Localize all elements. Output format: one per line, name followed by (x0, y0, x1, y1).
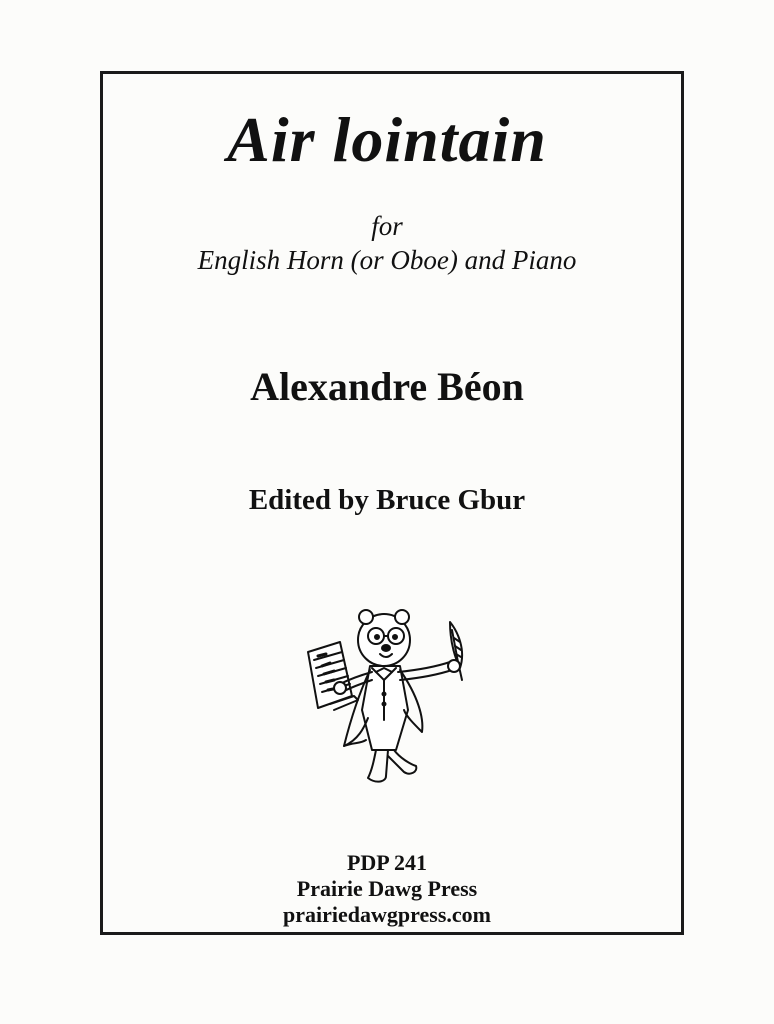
editor-credit: Edited by Bruce Gbur (248, 484, 526, 516)
bear-conductor-icon (300, 600, 480, 790)
sheet-music-icon (308, 642, 358, 710)
publisher-name: Prairie Dawg Press (296, 876, 478, 901)
piece-title: Air lointain (227, 104, 547, 175)
bear-legs (368, 750, 416, 782)
instrumentation-line: English Horn (or Oboe) and Piano (197, 245, 577, 275)
catalog-number: PDP 241 (346, 850, 428, 875)
publisher-website: prairiedawgpress.com (283, 902, 491, 927)
bear-head (358, 610, 410, 666)
composer-name: Alexandre Béon (250, 364, 524, 409)
for-label: for (371, 211, 403, 241)
